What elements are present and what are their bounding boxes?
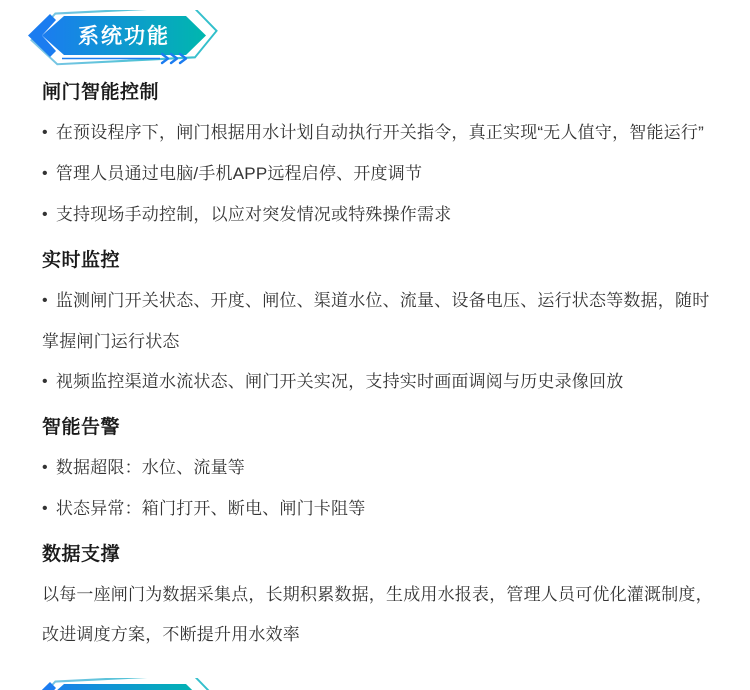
section-badge (18, 10, 750, 70)
bullet-text: 状态异常：箱门打开、断电、闸门卡阻等 (55, 499, 366, 518)
bullet-text: 数据超限：水位、流量等 (55, 458, 246, 477)
bullet-text: 视频监控渠道水流状态、闸门开关实况，支持实时画面调阅与历史录像回放 (55, 372, 624, 391)
bullet-text: 监测闸门开关状态、开度、闸位、渠道水位、流量、设备电压、运行状态等数据，随时掌握闸门运行状态 (42, 291, 710, 351)
bullet-item (42, 448, 718, 489)
section-title: 闸门智能控制 (42, 82, 160, 103)
bullet-marker: • (42, 459, 48, 476)
bullet-item (42, 489, 718, 530)
section-smart-alerts (42, 408, 718, 530)
section-realtime-monitoring (42, 241, 718, 403)
bullet-marker: • (42, 124, 48, 141)
bullet-item (42, 113, 718, 154)
bullet-text: 支持现场手动控制，以应对突发情况或特殊操作需求 (55, 205, 452, 224)
bullet-item (42, 195, 718, 236)
bullet-item (42, 362, 718, 403)
section-title: 智能告警 (42, 417, 121, 438)
badge-graphic (18, 10, 268, 70)
section-gate-smart-control (42, 73, 718, 236)
bullet-marker: • (42, 500, 48, 517)
bullet-marker: • (42, 206, 48, 223)
bullet-item (42, 281, 718, 362)
bullet-item (42, 154, 718, 195)
badge-label: 系统功能 (78, 25, 170, 48)
badge-left-chevron-icon (28, 682, 56, 690)
bullet-marker: • (42, 165, 48, 182)
paragraph-text: 以每一座闸门为数据采集点，长期积累数据，生成用水报表，管理人员可优化灌溉制度，改进调度方案，不断提升用水效率 (42, 585, 713, 644)
section-title: 实时监控 (42, 250, 121, 271)
bullet-text: 在预设程序下，闸门根据用水计划自动执行开关指令，真正实现“无人值守，智能运行” (55, 123, 704, 142)
badge-body (42, 684, 206, 690)
bullet-marker: • (42, 373, 48, 390)
section-title: 数据支撑 (42, 544, 121, 565)
content-area (0, 73, 748, 655)
section-data-support (42, 535, 718, 655)
bullet-marker: • (42, 292, 48, 309)
bullet-text: 管理人员通过电脑/手机APP远程启停、开度调节 (55, 164, 423, 183)
